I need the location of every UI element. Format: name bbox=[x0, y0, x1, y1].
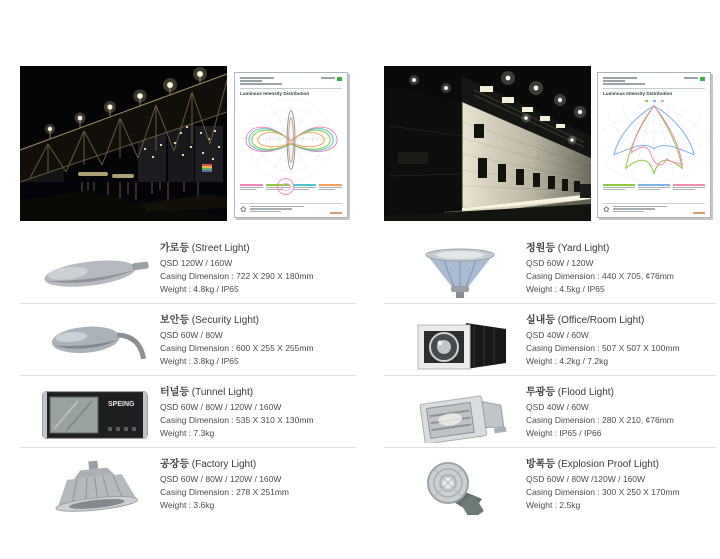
product-name-en: (Yard Light) bbox=[557, 243, 610, 254]
product-name-ko: 공장등 bbox=[160, 459, 189, 470]
tunnel-light-brand-label: SPEING bbox=[108, 401, 135, 408]
footer-text-line bbox=[613, 211, 644, 212]
header-text-line bbox=[240, 83, 282, 85]
product-dimension: Casing Dimension : 300 X 250 X 170mm bbox=[526, 487, 680, 497]
product-dimension: Casing Dimension : 535 X 310 X 130mm bbox=[160, 415, 314, 425]
report-footer bbox=[603, 203, 705, 214]
legend-swatch bbox=[240, 184, 263, 186]
page-number-mark bbox=[693, 212, 705, 214]
report-logo-mark bbox=[700, 77, 705, 81]
header-text-line bbox=[603, 77, 637, 79]
polar-chart-left bbox=[240, 98, 343, 182]
report-title: Luminous Intensity Distribution bbox=[603, 91, 673, 96]
header-text-line bbox=[321, 77, 335, 79]
product-weight: Weight : 3.6kg bbox=[160, 500, 215, 510]
footer-text-line bbox=[250, 211, 281, 212]
product-row-explosion-proof-light bbox=[384, 456, 716, 528]
product-row-factory-light bbox=[20, 456, 356, 528]
legend-text-line bbox=[603, 187, 635, 188]
legend-swatch bbox=[293, 184, 316, 186]
product-row-street-light bbox=[20, 240, 356, 312]
street-light-image bbox=[36, 242, 154, 300]
product-row-yard-light bbox=[384, 240, 716, 312]
legend-swatch bbox=[638, 184, 670, 186]
tunnel-light-image bbox=[36, 386, 154, 444]
product-column-right bbox=[384, 240, 716, 528]
header-text-line bbox=[240, 77, 274, 79]
product-name-ko: 가로등 bbox=[160, 243, 189, 254]
product-row-security-light bbox=[20, 312, 356, 384]
product-weight: Weight : 4.8kg / IP65 bbox=[160, 284, 239, 294]
product-power: QSD 60W / 80W / 120W / 160W bbox=[160, 474, 282, 484]
product-power: QSD 60W / 80W / 120W / 160W bbox=[160, 402, 282, 412]
product-name-en: (Tunnel Light) bbox=[191, 387, 254, 398]
photometric-report-right bbox=[597, 72, 711, 218]
legend-swatch bbox=[603, 184, 635, 186]
legend-item bbox=[293, 184, 316, 191]
report-header bbox=[240, 77, 342, 86]
product-dimension: Casing Dimension : 440 X 705, ¢76mm bbox=[526, 271, 674, 281]
legend-item bbox=[673, 184, 705, 191]
product-dimension: Casing Dimension : 722 X 290 X 180mm bbox=[160, 271, 314, 281]
product-weight: Weight : 4.2kg / 7.2kg bbox=[526, 356, 609, 366]
product-name-ko: 터널등 bbox=[160, 387, 189, 398]
legend-swatch bbox=[673, 184, 705, 186]
security-light-image bbox=[36, 314, 154, 372]
curve-pink bbox=[632, 106, 683, 167]
rainbow-banner bbox=[202, 164, 212, 172]
legend-text-line bbox=[673, 187, 705, 188]
legend-text-line bbox=[319, 189, 335, 190]
product-dimension: Casing Dimension : 280 X 210, ¢76mm bbox=[526, 415, 674, 425]
page-number-mark bbox=[330, 212, 342, 214]
legend-text-line bbox=[293, 189, 309, 190]
legend-text-line bbox=[638, 189, 660, 190]
product-column-left bbox=[20, 240, 356, 528]
photometric-report-left bbox=[234, 72, 348, 218]
flood-light-image bbox=[404, 386, 516, 444]
legend-item bbox=[240, 184, 263, 191]
divider bbox=[240, 88, 342, 89]
product-weight: Weight : 3.8kg / IP65 bbox=[160, 356, 239, 366]
product-power: QSD 40W / 60W bbox=[526, 330, 589, 340]
legend-item bbox=[319, 184, 342, 191]
report-title: Luminous Intensity Distribution bbox=[240, 91, 310, 96]
legend-text-line bbox=[240, 189, 256, 190]
legend-text-line bbox=[673, 189, 695, 190]
product-dimension: Casing Dimension : 507 X 507 X 100mm bbox=[526, 343, 680, 353]
product-name-ko: 투광등 bbox=[526, 387, 555, 398]
footer-text-line bbox=[613, 208, 656, 209]
report-logo-mark bbox=[337, 77, 342, 81]
legend-swatch bbox=[319, 184, 342, 186]
report-header bbox=[603, 77, 705, 86]
yard-light-image bbox=[404, 242, 516, 300]
night-bridge-illustration bbox=[20, 66, 227, 221]
product-name bbox=[160, 459, 289, 471]
product-power: QSD 40W / 60W bbox=[526, 402, 589, 412]
chart-legend bbox=[603, 184, 705, 191]
footer-text-line bbox=[250, 206, 304, 207]
legend-text-line bbox=[603, 189, 625, 190]
footer-text-line bbox=[613, 206, 667, 207]
product-power: QSD 60W / 80W /120W / 160W bbox=[526, 474, 646, 484]
product-row-flood-light bbox=[384, 384, 716, 456]
header-text-line bbox=[684, 77, 698, 79]
legend-text-line bbox=[293, 187, 316, 188]
product-name-ko: 실내등 bbox=[526, 315, 555, 326]
product-power: QSD 120W / 160W bbox=[160, 258, 233, 268]
footer-text-line bbox=[250, 208, 293, 209]
product-name-ko: 방폭등 bbox=[526, 459, 555, 470]
polar-intensity-chart bbox=[603, 98, 705, 182]
header-text-line bbox=[603, 83, 645, 85]
factory-light-image bbox=[36, 458, 154, 516]
company-rosette-logo: ✿ bbox=[240, 205, 247, 214]
product-name-en: (Factory Light) bbox=[191, 459, 257, 470]
product-row-tunnel-light bbox=[20, 384, 356, 456]
legend-text-line bbox=[319, 187, 342, 188]
product-name-ko: 정원등 bbox=[526, 243, 555, 254]
product-name-en: (Office/Room Light) bbox=[557, 315, 645, 326]
divider bbox=[603, 88, 705, 89]
product-name-en: (Street Light) bbox=[191, 243, 250, 254]
product-row-office-light bbox=[384, 312, 716, 384]
header-text-line bbox=[240, 80, 262, 82]
product-name-en: (Security Light) bbox=[191, 315, 260, 326]
legend-item bbox=[603, 184, 635, 191]
polar-chart-right bbox=[603, 98, 706, 182]
product-weight: Weight : IP65 / IP66 bbox=[526, 428, 602, 438]
night-building-photo bbox=[384, 66, 591, 221]
product-name-en: (Explosion Proof Light) bbox=[557, 459, 659, 470]
product-weight: Weight : 7.3kg bbox=[160, 428, 215, 438]
product-name bbox=[160, 315, 314, 327]
night-bridge-photo bbox=[20, 66, 227, 221]
product-weight: Weight : 4.5kg / IP65 bbox=[526, 284, 605, 294]
header-text-line bbox=[603, 80, 625, 82]
report-footer bbox=[240, 203, 342, 214]
product-name bbox=[526, 387, 674, 399]
product-weight: Weight : 2.5kg bbox=[526, 500, 581, 510]
polar-intensity-chart bbox=[240, 98, 342, 182]
legend-item bbox=[638, 184, 670, 191]
product-power: QSD 60W / 120W bbox=[526, 258, 594, 268]
office-light-image bbox=[404, 314, 516, 372]
product-name-ko: 보안등 bbox=[160, 315, 189, 326]
legend-text-line bbox=[638, 187, 670, 188]
legend-text-line bbox=[240, 187, 263, 188]
product-name bbox=[526, 315, 680, 327]
product-name bbox=[160, 387, 314, 399]
product-dimension: Casing Dimension : 600 X 255 X 255mm bbox=[160, 343, 314, 353]
approval-stamp bbox=[277, 178, 294, 195]
explosion-proof-light-image bbox=[404, 458, 516, 516]
product-power: QSD 60W / 80W bbox=[160, 330, 223, 340]
product-name-en: (Flood Light) bbox=[557, 387, 614, 398]
product-name bbox=[526, 459, 680, 471]
product-name bbox=[160, 243, 314, 255]
company-rosette-logo: ✿ bbox=[603, 205, 610, 214]
night-building-illustration bbox=[384, 66, 591, 221]
product-name bbox=[526, 243, 674, 255]
product-dimension: Casing Dimension : 278 X 251mm bbox=[160, 487, 289, 497]
